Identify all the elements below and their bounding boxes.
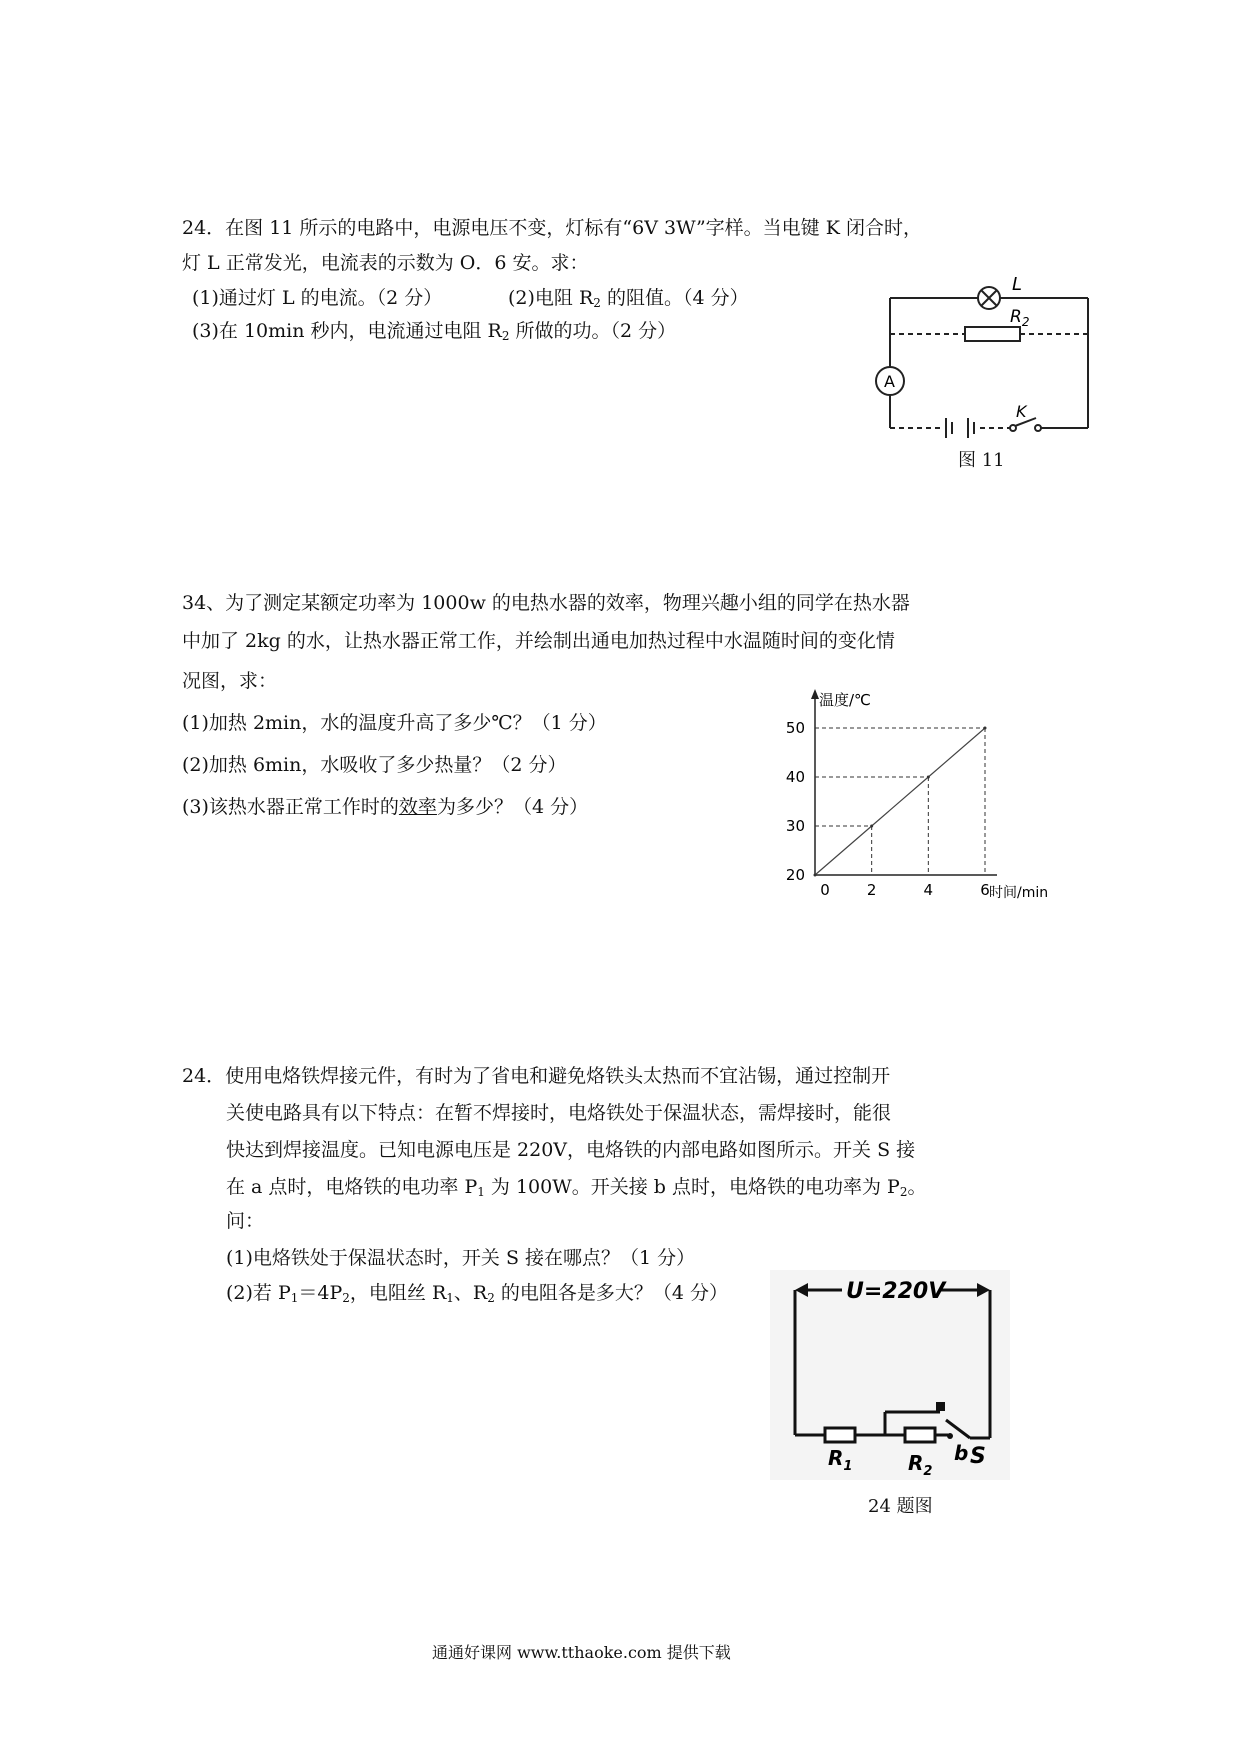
r2-label-sub: 2: [923, 1464, 933, 1479]
q24a-part2-post: 的阻值。（4 分）: [600, 287, 749, 309]
q24b-line4-b: 为 100W。开关接 b 点时，电烙铁的电功率为 P: [484, 1176, 900, 1198]
b-label: b: [954, 1441, 969, 1465]
series-line: [815, 728, 985, 875]
circuit-11-svg: [870, 270, 1100, 440]
chart-svg: [760, 685, 1060, 900]
contact-b-icon: [947, 1433, 953, 1439]
y-axis-arrow-icon: [811, 689, 819, 699]
x-tick-label: 6: [980, 881, 990, 899]
q24a-part3-pre: (3)在 10min 秒内，电流通过电阻 R: [192, 320, 502, 342]
q24a-part2: [508, 285, 749, 311]
contact-a-icon: [936, 1402, 945, 1411]
q24b-part2-d: 、R: [453, 1282, 488, 1304]
q24a-part2-pre: (2)电阻 R: [508, 287, 594, 309]
q34-line2: 中加了 2kg 的水，让热水器正常工作，并绘制出通电加热过程中水温随时间的变化情: [182, 630, 895, 652]
arrowhead-left-icon: [795, 1283, 808, 1297]
data-point: [814, 874, 817, 877]
q24b-line5: 问：: [226, 1210, 265, 1232]
x-axis-label: 时间/min: [989, 885, 1049, 901]
q24a-part3-sub: 2: [501, 329, 510, 343]
q34-line3: 况图，求：: [182, 670, 278, 692]
figure-11-circuit: [870, 270, 1100, 440]
battery-icon: [946, 418, 974, 438]
q24a-part3-post: 所做的功。（2 分）: [509, 320, 677, 342]
figure-24-caption: 24 题图: [868, 1496, 933, 1517]
data-point: [927, 776, 930, 779]
ammeter-label: A: [884, 372, 895, 391]
y-tick-label: 30: [785, 817, 805, 835]
r2-label-sub: 2: [1021, 315, 1030, 329]
q24a-intro-line2: 灯 L 正常发光，电流表的示数为 O．6 安。求：: [182, 252, 589, 274]
lamp-label: L: [1012, 274, 1023, 295]
q24a-part1: (1)通过灯 L 的电流。（2 分）: [192, 287, 443, 309]
soldering-iron-circuit: [770, 1270, 1010, 1480]
switch-k-label: K: [1016, 402, 1027, 421]
resistor-r2-icon: [905, 1428, 935, 1442]
q24b-part2: [226, 1280, 728, 1306]
x-tick-label: 0: [820, 881, 830, 899]
circuit-24-svg: [770, 1270, 1010, 1480]
q34-part1: (1)加热 2min，水的温度升高了多少℃？（1 分）: [182, 712, 607, 734]
resistor-r1-icon: [825, 1428, 855, 1442]
q24b-line4-c: 。: [907, 1176, 927, 1198]
q34-part3-underlined: 效率: [398, 796, 437, 818]
q24b-part2-s2: 2: [342, 1291, 350, 1305]
lamp-icon: [978, 287, 1000, 309]
q24b-line4-sub2: 2: [899, 1185, 908, 1199]
q24a-part3: [192, 318, 676, 344]
q24b-line3: 快达到焊接温度。已知电源电压是 220V，电烙铁的内部电路如图所示。开关 S 接: [226, 1139, 916, 1161]
r1-label: [828, 1446, 852, 1474]
q34-part3-post: 为多少？（4 分）: [436, 796, 589, 818]
q34-part3-pre: (3)该热水器正常工作时的: [182, 796, 399, 818]
r2-label-main: R: [908, 1451, 924, 1475]
q24b-line4: [226, 1174, 926, 1200]
figure-11-caption: 图 11: [958, 450, 1005, 471]
q24b-line1: 24．使用电烙铁焊接元件，有时为了省电和避免烙铁头太热而不宜沾锡，通过控制开: [182, 1065, 891, 1087]
r1-label-main: R: [828, 1446, 844, 1470]
data-point: [984, 727, 987, 730]
q24b-part2-s3: 1: [446, 1291, 454, 1305]
y-tick-label: 20: [785, 866, 805, 884]
r2-label: [1010, 307, 1029, 329]
y-axis-label: 温度/℃: [819, 691, 871, 709]
q24a-part2-sub: 2: [593, 296, 601, 310]
q24a-intro-line1: 24．在图 11 所示的电路中，电源电压不变，灯标有“6V 3W”字样。当电键 K 闭合时，: [182, 217, 922, 239]
q24b-part1: (1)电烙铁处于保温状态时，开关 S 接在哪点？（1 分）: [226, 1247, 696, 1269]
q24b-part2-e: 的电阻各是多大？（4 分）: [494, 1282, 729, 1304]
arrowhead-right-icon: [977, 1283, 990, 1297]
q34-part2: (2)加热 6min，水吸收了多少热量？（2 分）: [182, 754, 567, 776]
q24b-part2-a: (2)若 P: [226, 1282, 291, 1304]
q24b-part2-c: ，电阻丝 R: [349, 1282, 447, 1304]
s-label: S: [970, 1444, 986, 1469]
y-tick-label: 50: [785, 719, 805, 737]
q34-line1: 34、为了测定某额定功率为 1000w 的电热水器的效率，物理兴趣小组的同学在热水器: [182, 592, 910, 614]
r2-label: [908, 1451, 932, 1479]
temperature-time-chart: [760, 685, 1060, 900]
y-tick-label: 40: [785, 768, 805, 786]
q24b-line2: 关使电路具有以下特点：在暂不焊接时，电烙铁处于保温状态，需焊接时，能很: [226, 1102, 892, 1124]
resistor-r2-icon: [965, 327, 1020, 341]
r2-label-main: R: [1010, 307, 1022, 327]
q24b-part2-b: ＝4P: [298, 1282, 343, 1304]
data-point: [870, 825, 873, 828]
q34-part3: [182, 794, 588, 820]
voltage-label: U=220V: [846, 1279, 946, 1304]
q24b-part2-s4: 2: [487, 1291, 495, 1305]
x-tick-label: 2: [866, 881, 877, 899]
q24b-line4-sub1: 1: [477, 1185, 485, 1199]
q24b-part2-s1: 1: [290, 1291, 299, 1305]
page-footer: 通通好课网 www.tthaoke.com 提供下载: [432, 1643, 731, 1662]
r1-label-sub: 1: [843, 1459, 853, 1474]
x-tick-label: 4: [923, 881, 934, 899]
q24b-line4-a: 在 a 点时，电烙铁的电功率 P: [226, 1176, 478, 1198]
